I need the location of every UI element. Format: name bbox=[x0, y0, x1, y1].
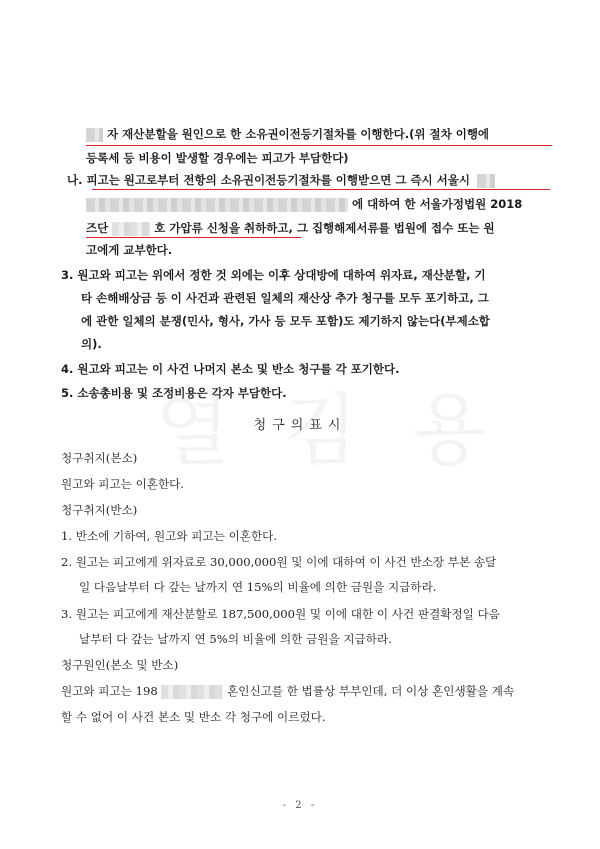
redacted-block bbox=[86, 128, 103, 142]
cause-line-1-prefix: 원고와 피고는 198 bbox=[61, 684, 158, 698]
counter-item-2-line-1: 2. 원고는 피고에게 위자료로 30,000,000원 및 이에 대하여 이 사건 반소장 부본 송달 bbox=[61, 555, 497, 569]
red-underline-1 bbox=[86, 145, 552, 146]
redacted-block bbox=[477, 174, 495, 188]
item-na-line-3 bbox=[86, 220, 495, 236]
page-number: - 2 - bbox=[282, 800, 318, 811]
purpose-main-text: 원고와 피고는 이혼한다. bbox=[61, 477, 185, 491]
counter-item-2-line-2: 일 다음날부터 다 갚는 날까지 연 15%의 비율에 의한 금원을 지급하라. bbox=[79, 580, 437, 594]
counter-item-3-line-1: 3. 원고는 피고에게 재산분할로 187,500,000원 및 이에 대한 이 사건 판결확정일 다음 bbox=[61, 607, 500, 621]
redacted-block-address bbox=[86, 198, 348, 212]
item-na-line-4: 고에게 교부한다. bbox=[86, 243, 173, 257]
counter-item-3-line-2: 날부터 다 갚는 날까지 연 5%의 비율에 의한 금원을 지급하라. bbox=[79, 632, 392, 646]
item-na-line-1-text: 나. 피고는 원고로부터 전항의 소유권이전등기절차를 이행받으면 그 즉시 서울시 bbox=[67, 173, 470, 187]
item-na-line-3-text: 호 가압류 신청을 취하하고, 그 집행해제서류를 법원에 접수 또는 원 bbox=[154, 221, 495, 235]
item-na-line-3-prefix: 즈단 bbox=[86, 221, 109, 235]
item-5: 5. 소송총비용 및 조정비용은 각자 부담한다. bbox=[61, 386, 287, 400]
purpose-main-heading: 청구취지(본소) bbox=[61, 451, 138, 465]
cause-line-1-text: 혼인신고를 한 법률상 부부인데, 더 이상 혼인생활을 계속 bbox=[227, 684, 515, 698]
item-3-line-3: 에 관한 일체의 분쟁(민사, 형사, 가사 등 모두 포함)도 제기하지 않는다(부제소합 bbox=[81, 314, 490, 328]
item-na-line-2 bbox=[86, 196, 522, 212]
red-underline-3 bbox=[86, 237, 301, 238]
item-3-line-1: 3. 원고와 피고는 위에서 정한 것 외에는 이후 상대방에 대하여 위자료, 재산분할, 기 bbox=[61, 268, 486, 282]
redacted-block bbox=[112, 222, 150, 236]
cause-heading: 청구원인(본소 및 반소) bbox=[61, 658, 179, 672]
redacted-date bbox=[161, 685, 223, 699]
cause-line-2: 할 수 없어 이 사건 본소 및 반소 각 청구에 이르렀다. bbox=[61, 710, 326, 724]
purpose-counter-heading: 청구취지(반소) bbox=[61, 503, 138, 517]
red-underline-2 bbox=[92, 189, 550, 190]
item-na-line-1 bbox=[67, 172, 495, 188]
cause-line-1 bbox=[61, 683, 514, 699]
agreement-line-1 bbox=[86, 126, 489, 142]
item-3-line-2: 타 손해배상금 등 이 사건과 관련된 일체의 재산상 추가 청구를 모두 포기하고, 그 bbox=[81, 291, 489, 305]
agreement-line-2: 등록세 등 비용이 발생할 경우에는 피고가 부담한다) bbox=[86, 151, 349, 165]
counter-item-1: 1. 반소에 기하여, 원고와 피고는 이혼한다. bbox=[61, 529, 278, 543]
claims-title: 청구의표시 bbox=[253, 418, 347, 433]
item-na-line-2-text: 에 대하여 한 서울가정법원 2018 bbox=[352, 197, 523, 211]
item-3-line-4: 의). bbox=[81, 337, 102, 351]
item-4: 4. 원고와 피고는 이 사건 나머지 본소 및 반소 청구를 각 포기한다. bbox=[61, 362, 400, 376]
agreement-line-1-text: 자 재산분할을 원인으로 한 소유권이전등기절차를 이행한다.(위 절차 이행에 bbox=[107, 127, 490, 141]
